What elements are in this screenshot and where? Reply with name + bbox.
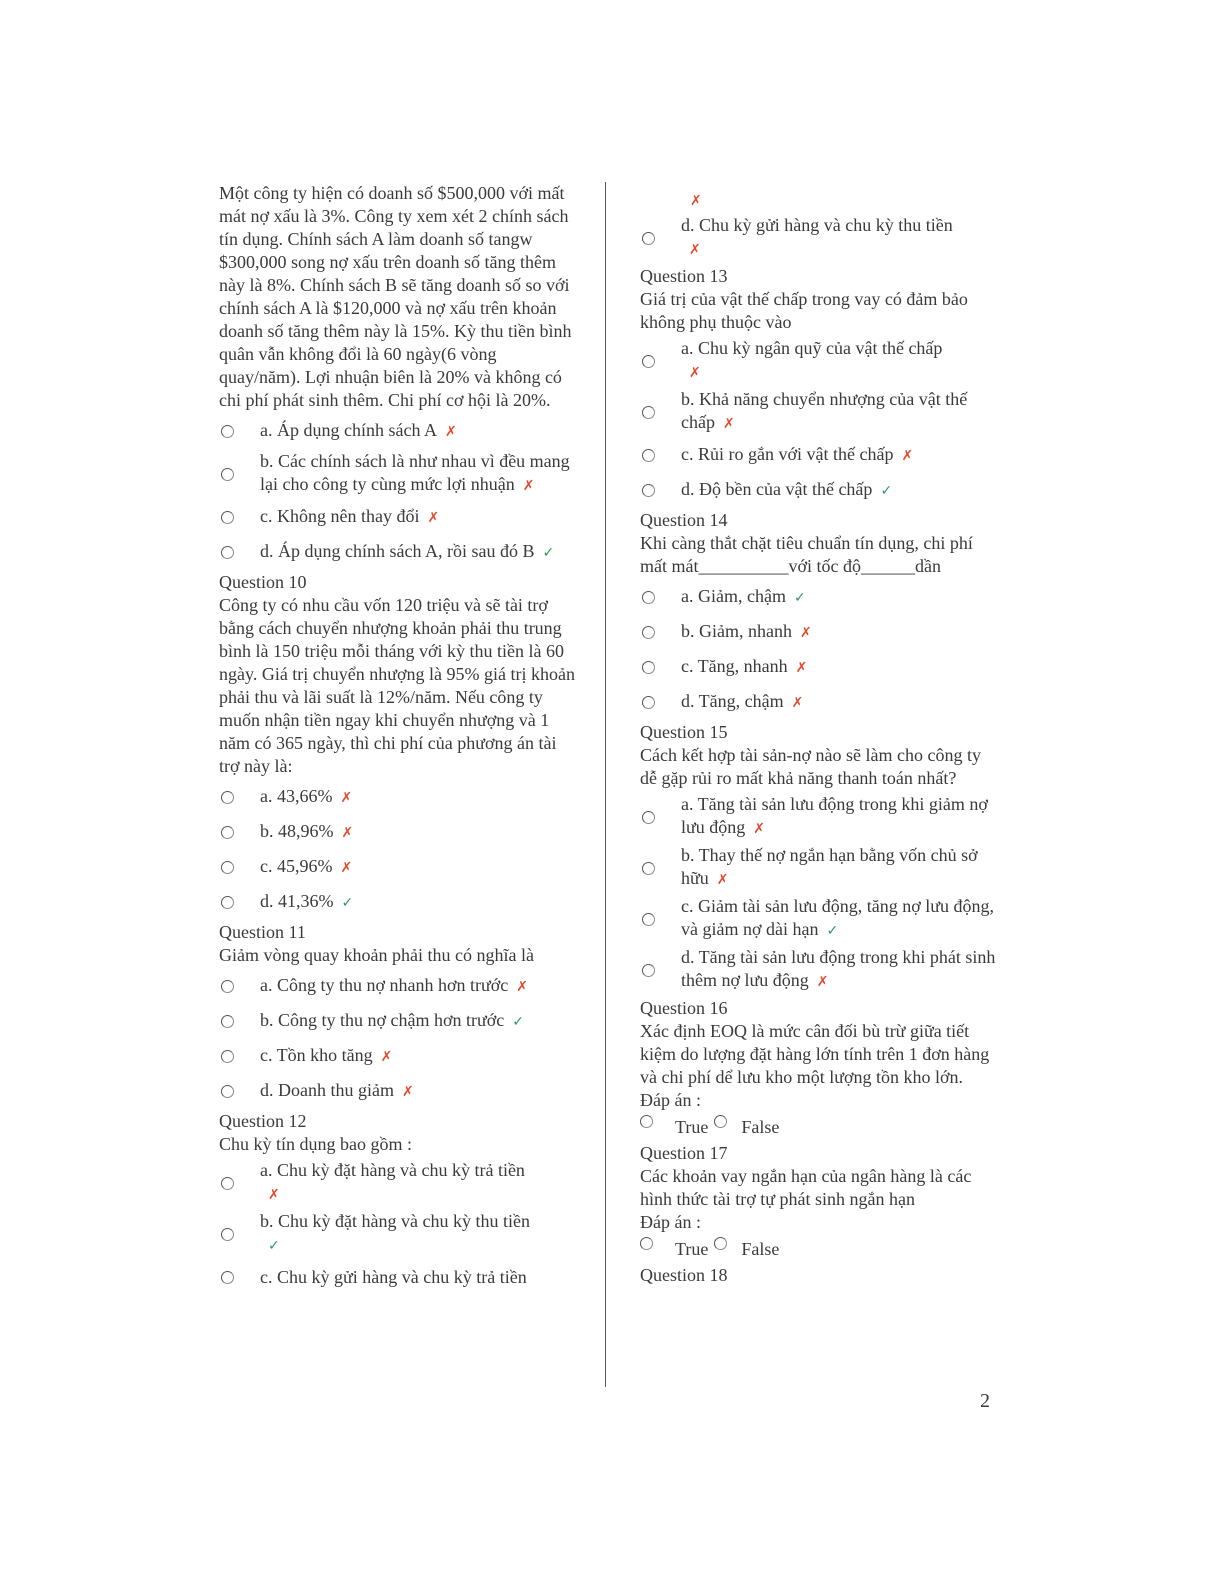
question-title: Question 11: [219, 922, 306, 942]
option-label: c. Tồn kho tăng: [260, 1044, 373, 1065]
false-label: False: [741, 1238, 780, 1259]
option-label: d. Áp dụng chính sách A, rồi sau đó B: [260, 540, 535, 561]
radio-button[interactable]: [221, 511, 234, 524]
answer-label: Đáp án :: [640, 1090, 701, 1110]
question-title: Question 17: [640, 1143, 728, 1163]
option-c[interactable]: [640, 895, 996, 943]
radio-button[interactable]: [221, 791, 234, 804]
question-text: Khi càng thắt chặt tiêu chuẩn tín dụng, chi phí mất mát__________với tốc độ______dần: [640, 533, 973, 576]
option-c[interactable]: [219, 501, 581, 533]
true-radio[interactable]: [640, 1237, 653, 1250]
option-c[interactable]: [219, 1040, 581, 1072]
option-label: a. Áp dụng chính sách A: [260, 419, 437, 440]
page-number: 2: [980, 1390, 990, 1412]
question-title: Question 14: [640, 510, 728, 530]
question-17: [640, 1142, 996, 1264]
option-c[interactable]: [640, 651, 996, 683]
option-b[interactable]: [640, 844, 996, 892]
question-14: [640, 509, 996, 718]
option-d[interactable]: [640, 946, 996, 994]
radio-button[interactable]: [642, 964, 655, 977]
radio-button[interactable]: [221, 896, 234, 909]
option-b[interactable]: [219, 1005, 581, 1037]
check-mark-icon: ✓: [826, 923, 839, 939]
wrong-mark-icon: ✗: [340, 789, 353, 806]
option-b[interactable]: [219, 816, 581, 848]
option-a[interactable]: [219, 415, 581, 447]
option-label: c. Không nên thay đổi: [260, 505, 420, 526]
option-label: d. Tăng, chậm: [681, 690, 784, 711]
true-false-choice: [640, 1112, 996, 1142]
radio-button[interactable]: [221, 1050, 234, 1063]
option-label: d. 41,36%: [260, 890, 334, 911]
radio-button[interactable]: [221, 1271, 234, 1284]
check-mark-icon: ✓: [793, 589, 806, 606]
question-text: Giá trị của vật thế chấp trong vay có đảm bảo không phụ thuộc vào: [640, 289, 968, 332]
radio-button[interactable]: [221, 1177, 234, 1190]
option-label: a. Chu kỳ đặt hàng và chu kỳ trả tiền: [260, 1160, 525, 1180]
question-text: Cách kết hợp tài sản-nợ nào sẽ làm cho công ty dễ gặp rủi ro mất khả năng thanh toán nhất?: [640, 745, 981, 788]
option-a[interactable]: [219, 781, 581, 813]
radio-button[interactable]: [221, 468, 234, 481]
option-a[interactable]: [640, 337, 996, 385]
radio-button[interactable]: [642, 355, 655, 368]
wrong-mark-icon: ✗: [689, 242, 701, 258]
false-radio[interactable]: [714, 1237, 727, 1250]
question-12: [219, 1110, 581, 1293]
option-label: a. Công ty thu nợ nhanh hơn trước: [260, 974, 509, 995]
right-column: [640, 188, 996, 1287]
question-18-title: Question 18: [640, 1265, 728, 1285]
option-label: b. Thay thế nợ ngắn hạn bằng vốn chủ sở hữu: [681, 845, 978, 888]
radio-button[interactable]: [221, 861, 234, 874]
true-label: True: [675, 1116, 709, 1137]
option-d[interactable]: [219, 536, 581, 568]
option-b[interactable]: [640, 616, 996, 648]
radio-button[interactable]: [642, 406, 655, 419]
wrong-mark-icon: ✗: [690, 193, 702, 209]
check-mark-icon: ✓: [341, 894, 354, 911]
question-text: Công ty có nhu cầu vốn 120 triệu và sẽ tài trợ bằng cách chuyển nhượng khoản phải thu trung bình là 150 triệu mỗi tháng với kỳ thu tiền là 60 ngày. Giá trị chuyển nhượng là 95% giá trị khoản phải thu và lãi suất là 12%/năm. Nếu công ty muốn nhận tiền ngay khi chuyển nhượng và 1 năm có 365 ngày, thì chi phí của phương án tài trợ này là:: [219, 595, 576, 776]
question-text: Các khoản vay ngắn hạn của ngân hàng là các hình thức tài trợ tự phát sinh ngắn hạn: [640, 1166, 972, 1209]
radio-button[interactable]: [642, 626, 655, 639]
check-mark-icon: ✓: [512, 1013, 525, 1030]
option-a[interactable]: [640, 793, 996, 841]
intro-question-text: Một công ty hiện có doanh số $500,000 với mất mát nợ xấu là 3%. Công ty xem xét 2 chính sách tín dụng. Chính sách A làm doanh số tangw $300,000 song nợ xấu trên doanh số tăng thêm này là 8%. Chính sách B sẽ tăng doanh số so với chính sách A là $120,000 và nợ xấu trên khoản doanh số tăng thêm này là 15%. Kỳ thu tiền bình quân vẫn không đổi là 60 ngày(6 vòng quay/năm). Lợi nhuận biên là 20% và không có chi phí phát sinh thêm. Chi phí cơ hội là 20%.: [219, 183, 572, 410]
wrong-mark-icon: ✗: [901, 447, 914, 464]
question-10: [219, 571, 581, 918]
radio-button[interactable]: [642, 811, 655, 824]
wrong-mark-icon: ✗: [516, 978, 529, 995]
option-label: d. Tăng tài sản lưu động trong khi phát sinh thêm nợ lưu động: [681, 947, 996, 990]
question-text: Chu kỳ tín dụng bao gồm :: [219, 1134, 412, 1154]
wrong-mark-icon: ✗: [427, 509, 440, 526]
option-label: d. Doanh thu giảm: [260, 1079, 394, 1100]
wrong-mark-icon: ✗: [268, 1187, 280, 1203]
wrong-mark-icon: ✗: [689, 365, 701, 381]
true-radio[interactable]: [640, 1115, 653, 1128]
column-divider: [605, 182, 606, 1387]
radio-button[interactable]: [221, 1085, 234, 1098]
question-text: Giảm vòng quay khoản phải thu có nghĩa là: [219, 945, 534, 965]
radio-button[interactable]: [642, 232, 655, 245]
wrong-mark-icon: ✗: [791, 694, 804, 711]
option-a[interactable]: [219, 970, 581, 1002]
question-title: Question 16: [640, 998, 728, 1018]
radio-button[interactable]: [221, 980, 234, 993]
wrong-mark-icon: ✗: [522, 478, 535, 494]
radio-button[interactable]: [642, 862, 655, 875]
wrong-mark-icon: ✗: [380, 1048, 393, 1065]
option-c[interactable]: [219, 1261, 581, 1293]
question-16: [640, 997, 996, 1142]
option-label: c. Chu kỳ gửi hàng và chu kỳ trả tiền: [260, 1266, 527, 1287]
question-15: [640, 721, 996, 994]
wrong-mark-icon: ✗: [722, 416, 735, 432]
option-b[interactable]: [219, 450, 581, 498]
option-label: d. Độ bền của vật thế chấp: [681, 478, 873, 499]
option-label: b. Các chính sách là như nhau vì đều mang lại cho công ty cùng mức lợi nhuận: [260, 451, 570, 494]
option-d[interactable]: [640, 474, 996, 506]
false-radio[interactable]: [714, 1115, 727, 1128]
radio-button[interactable]: [642, 913, 655, 926]
wrong-mark-icon: ✗: [716, 872, 729, 888]
radio-button[interactable]: [221, 546, 234, 559]
option-label: b. Giảm, nhanh: [681, 620, 792, 641]
option-b[interactable]: [219, 1210, 581, 1258]
option-label: b. Chu kỳ đặt hàng và chu kỳ thu tiền: [260, 1211, 530, 1231]
wrong-mark-icon: ✗: [341, 824, 354, 841]
question-11: [219, 921, 581, 1107]
wrong-mark-icon: ✗: [401, 1083, 414, 1100]
option-b[interactable]: [640, 388, 996, 436]
radio-button[interactable]: [642, 484, 655, 497]
option-label: a. Chu kỳ ngân quỹ của vật thế chấp: [681, 338, 943, 358]
option-label: c. Rủi ro gắn với vật thế chấp: [681, 443, 894, 464]
option-d[interactable]: [219, 1075, 581, 1107]
radio-button[interactable]: [642, 696, 655, 709]
check-mark-icon: ✓: [542, 544, 555, 561]
wrong-mark-icon: ✗: [799, 624, 812, 641]
option-a[interactable]: [640, 581, 996, 613]
true-false-choice: [640, 1234, 996, 1264]
question-text: Xác định EOQ là mức cân đối bù trừ giữa tiết kiệm do lượng đặt hàng lớn tính trên 1 đơn hàng và chi phí dể lưu kho một lượng tồn kho lớn.: [640, 1021, 990, 1087]
answer-label: Đáp án :: [640, 1212, 701, 1232]
radio-button[interactable]: [221, 1228, 234, 1241]
radio-button[interactable]: [221, 826, 234, 839]
option-c[interactable]: [640, 439, 996, 471]
false-label: False: [741, 1116, 780, 1137]
option-label: c. Tăng, nhanh: [681, 655, 788, 676]
option-label: c. 45,96%: [260, 855, 333, 876]
question-13: [640, 265, 996, 506]
radio-button[interactable]: [642, 661, 655, 674]
radio-button[interactable]: [221, 1015, 234, 1028]
radio-button[interactable]: [221, 425, 234, 438]
option-label: b. Công ty thu nợ chậm hơn trước: [260, 1009, 505, 1030]
option-label: c. Giảm tài sản lưu động, tăng nợ lưu động, và giảm nợ dài hạn: [681, 896, 994, 939]
option-label: d. Chu kỳ gửi hàng và chu kỳ thu tiền: [681, 215, 953, 235]
option-label: b. 48,96%: [260, 820, 334, 841]
wrong-mark-icon: ✗: [753, 821, 765, 837]
question-title: Question 13: [640, 266, 728, 286]
left-column: [219, 182, 581, 1296]
check-mark-icon: ✓: [880, 482, 893, 499]
option-label: b. Khả năng chuyển nhượng của vật thế chấp: [681, 389, 968, 432]
wrong-mark-icon: ✗: [444, 423, 457, 440]
wrong-mark-icon: ✗: [816, 974, 829, 990]
option-c[interactable]: [219, 851, 581, 883]
option-d[interactable]: [640, 214, 996, 262]
radio-button[interactable]: [642, 449, 655, 462]
wrong-mark-icon: ✗: [795, 659, 808, 676]
intro-options: [219, 415, 581, 568]
question-title: Question 10: [219, 572, 307, 592]
question-title: Question 15: [640, 722, 728, 742]
question-title: Question 12: [219, 1111, 307, 1131]
option-a[interactable]: [219, 1159, 581, 1207]
radio-button[interactable]: [642, 591, 655, 604]
option-d[interactable]: [219, 886, 581, 918]
option-label: a. Tăng tài sản lưu động trong khi giảm nợ lưu động: [681, 794, 988, 837]
check-mark-icon: ✓: [268, 1238, 280, 1254]
true-label: True: [675, 1238, 709, 1259]
option-label: a. 43,66%: [260, 785, 333, 806]
wrong-mark-icon: ✗: [340, 859, 353, 876]
option-d[interactable]: [640, 686, 996, 718]
option-label: a. Giảm, chậm: [681, 585, 786, 606]
